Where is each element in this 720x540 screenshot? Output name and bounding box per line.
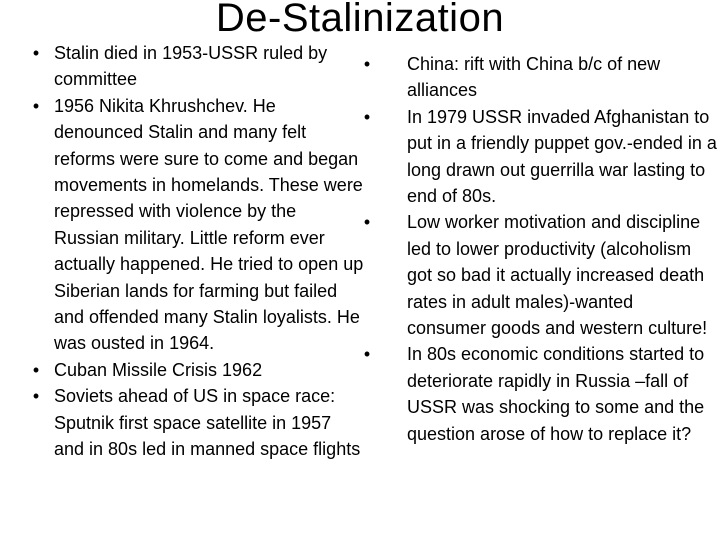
bullet-icon: • [32,43,40,63]
bullet-icon: • [32,359,40,380]
bullet-text: China: rift with China b/c of new alliances [407,54,661,101]
bullet-text: In 1979 USSR invaded Afghanistan to put in a friendly puppet gov.-ended in a long drawn out guerrilla war lasting to end of 80s. [407,106,717,207]
bullet-text: 1956 Nikita Khrushchev. He denounced Stalin and many felt reforms were sure to come and began movements in homelands. These were repressed with violence by the Russian military. Little reform ever actually happened. He tried to open up Siberian lands for farming but failed and offended many Stalin loyalists. He was ousted in 1964. [54,95,364,354]
list-item [357,104,717,210]
bullet-text: In 80s economic conditions started to deteriorate rapidly in Russia –fall of USSR was shocking to some and the question arose of how to replace it? [407,344,705,444]
left-column [26,40,366,463]
list-item [26,383,366,462]
list-item [26,40,366,93]
list-item [26,93,366,357]
bullet-icon: • [363,344,371,365]
bullet-icon: • [363,106,371,127]
bullet-icon: • [32,95,40,116]
right-bullet-list [357,51,717,447]
bullet-icon: • [32,386,40,407]
bullet-icon: • [363,54,371,74]
bullet-icon: • [363,212,371,233]
list-item [357,341,717,447]
slide-title: De-Stalinization [215,0,505,40]
list-item [357,51,717,104]
list-item [357,209,717,341]
bullet-text: Stalin died in 1953-USSR ruled by committee [54,43,328,90]
bullet-text: Low worker motivation and discipline led to lower productivity (alcoholism got so bad it actually increased death rates in adult males)-wanted consumer goods and western culture! [407,212,708,339]
left-bullet-list [26,40,366,463]
right-column [357,51,717,447]
bullet-text: Cuban Missile Crisis 1962 [54,359,263,380]
bullet-text: Soviets ahead of US in space race: Sputnik first space satellite in 1957 and in 80s led in manned space flights [54,386,361,460]
list-item [26,357,366,383]
